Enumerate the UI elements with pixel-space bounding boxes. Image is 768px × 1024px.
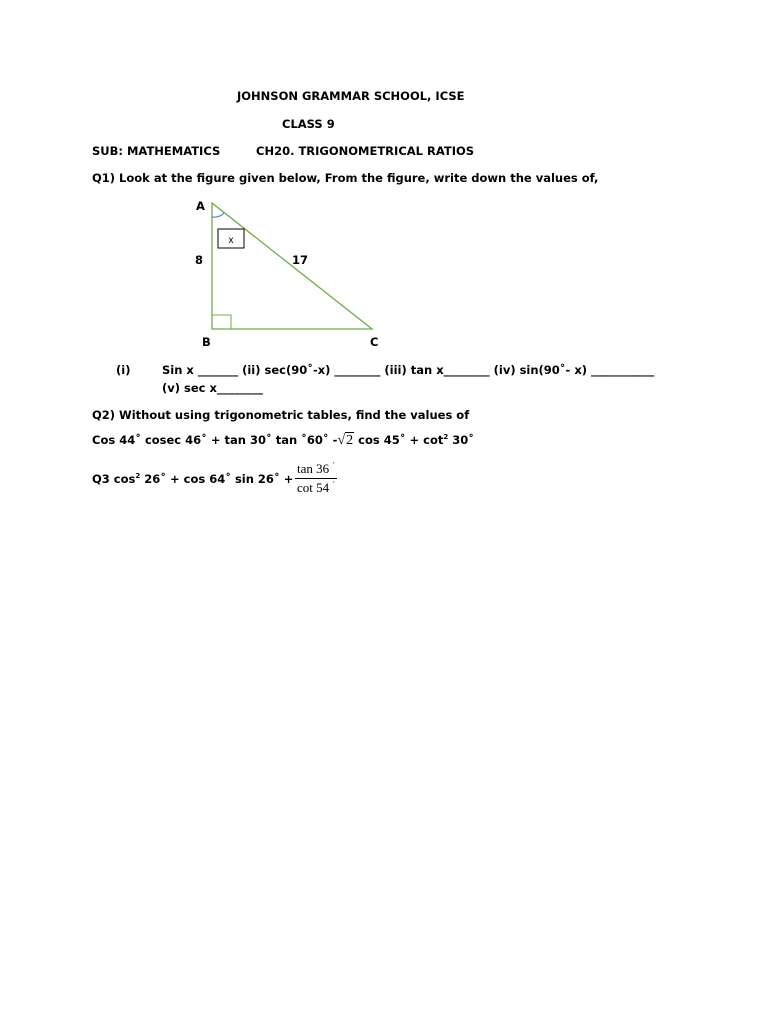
q3-expr-a: Q3 cos bbox=[92, 472, 136, 486]
side-ab-label: 8 bbox=[195, 253, 204, 267]
class-label: CLASS 9 bbox=[282, 117, 335, 131]
q2-expression bbox=[92, 433, 474, 449]
vertex-c-label: C bbox=[370, 335, 379, 349]
q1-prompt: Q1) Look at the figure given below, From the figure, write down the values of, bbox=[92, 171, 599, 185]
q3-fraction bbox=[295, 461, 337, 496]
q1-part-label: (i) bbox=[116, 363, 131, 377]
q2-expr-a: Cos 44˚ cosec 46˚ + tan 30˚ tan ˚60˚ - bbox=[92, 433, 338, 447]
fraction-bar bbox=[295, 478, 337, 479]
side-ac-label: 17 bbox=[292, 253, 309, 267]
fraction-numerator: tan 36 ˚ bbox=[297, 461, 335, 476]
q2-prompt: Q2) Without using trigonometric tables, find the values of bbox=[92, 408, 470, 422]
q2-expr-b: cos 45˚ + cot bbox=[354, 433, 444, 447]
sqrt-symbol: √2 bbox=[337, 433, 354, 448]
q2-expr-c: 30˚ bbox=[448, 433, 474, 447]
fraction-denominator: cot 54 ˚ bbox=[297, 480, 335, 495]
vertex-b-label: B bbox=[202, 335, 211, 349]
angle-label: x bbox=[228, 235, 234, 246]
q1-parts-line2: (v) sec x________ bbox=[162, 381, 263, 395]
q3-expr-b: 26˚ + cos 64˚ sin 26˚ + bbox=[140, 472, 294, 486]
right-angle-marker bbox=[212, 315, 231, 329]
sqrt-arg: 2 bbox=[346, 433, 354, 448]
q2-exp: 2 bbox=[443, 433, 449, 442]
q1-parts-line1: Sin x _______ (ii) sec(90˚-x) ________ (iii) tan x________ (iv) sin(90˚- x) ___________ bbox=[162, 363, 655, 377]
school-title: JOHNSON GRAMMAR SCHOOL, ICSE bbox=[237, 89, 465, 103]
q3-exp: 2 bbox=[135, 472, 141, 481]
q3-expression bbox=[92, 472, 293, 486]
subject-label: SUB: MATHEMATICS bbox=[92, 144, 221, 158]
chapter-label: CH20. TRIGONOMETRICAL RATIOS bbox=[256, 144, 475, 158]
triangle-figure bbox=[190, 195, 390, 355]
angle-x-arc bbox=[212, 213, 224, 217]
vertex-a-label: A bbox=[196, 199, 205, 213]
